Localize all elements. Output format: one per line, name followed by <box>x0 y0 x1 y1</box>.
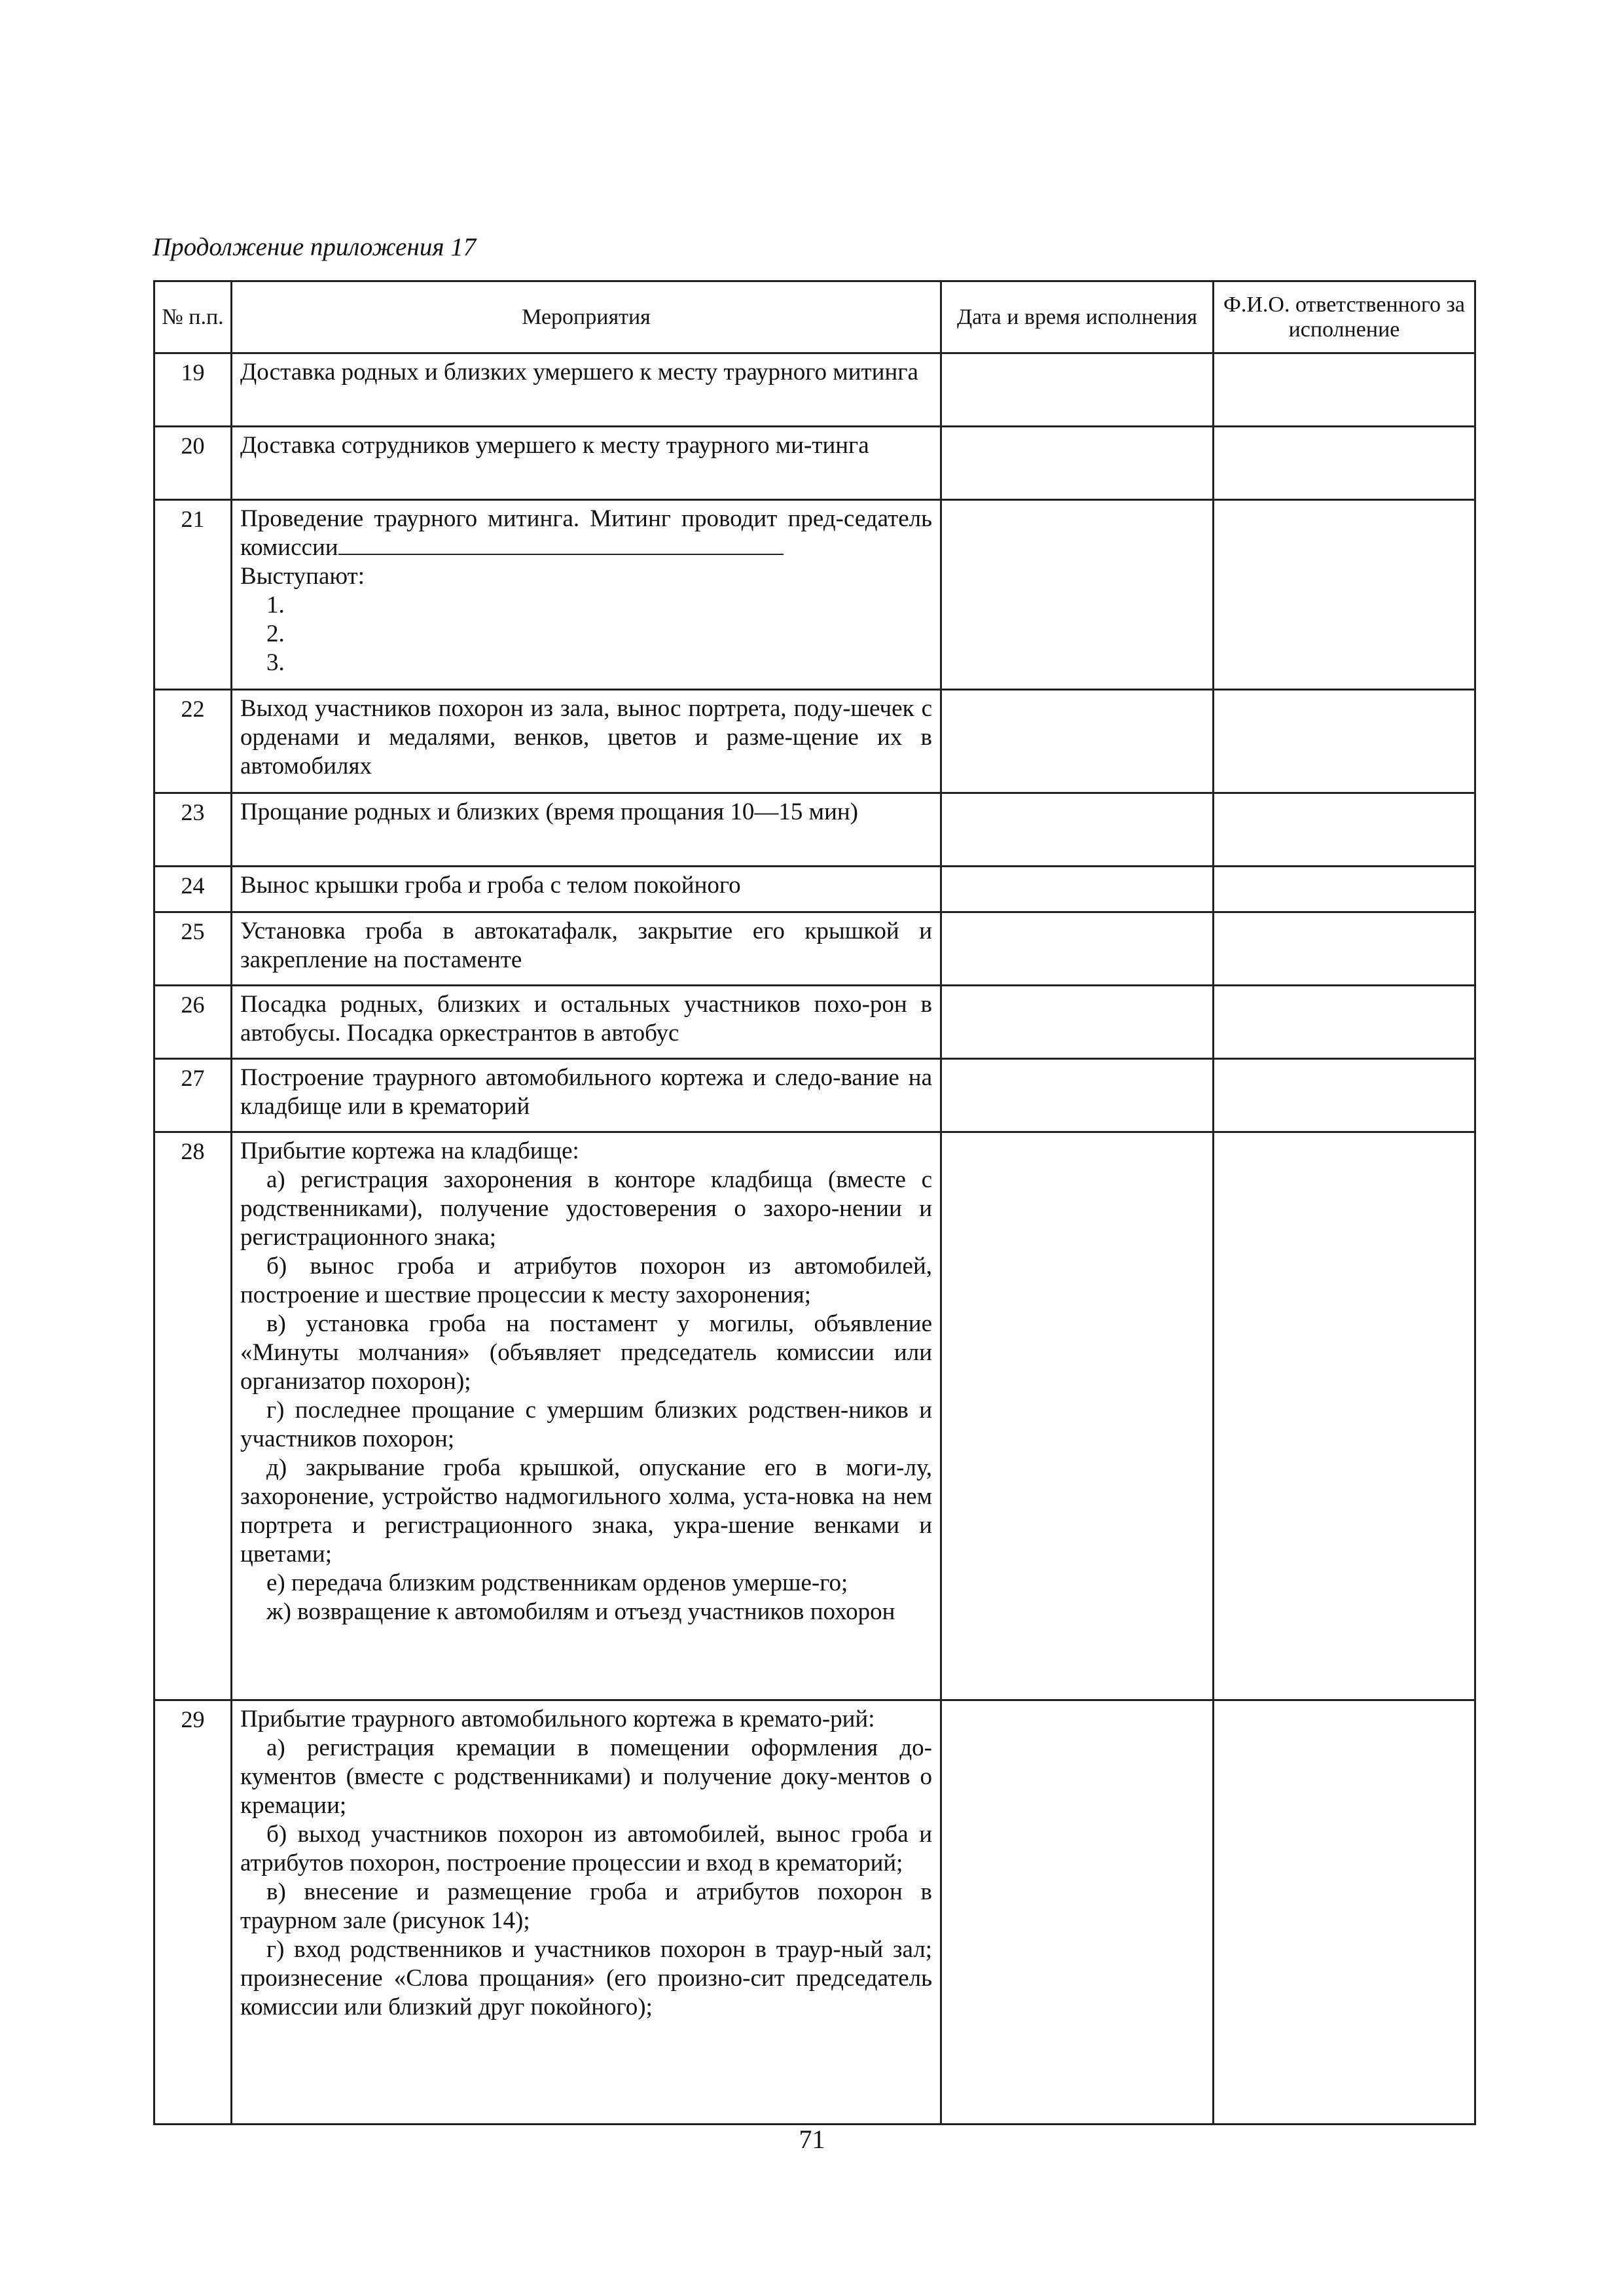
row-num: 29 <box>154 1700 232 2125</box>
row-datetime-cell <box>941 427 1214 500</box>
activity-subitem: б) выход участников похорон из автомобилей, вынос гроба и атрибутов похорон, построение процессии и вход в крематорий; <box>240 1821 932 1876</box>
page-number: 71 <box>799 2125 825 2154</box>
row-responsible-cell <box>1214 1132 1475 1700</box>
activity-subitem: г) вход родственников и участников похорон в траур-ный зал; произнесение «Слова прощания» (его произно-сит председатель комиссии или близкий друг покойного); <box>240 1936 932 2020</box>
row-activity: Доставка родных и близких умершего к месту траурного митинга <box>232 353 941 427</box>
row-responsible-cell <box>1214 1700 1475 2125</box>
row-datetime-cell <box>941 1700 1214 2125</box>
activity-subitem: д) закрывание гроба крышкой, опускание его в моги-лу, захоронение, устройство надмогильного холма, уста-новка на нем портрета и регистрационного знака, укра-шение венками и цветами; <box>240 1454 932 1568</box>
table-row <box>154 1059 1475 1132</box>
row-responsible-cell <box>1214 912 1475 986</box>
table-row <box>154 427 1475 500</box>
row-datetime-cell <box>941 1132 1214 1700</box>
table-row <box>154 1132 1475 1700</box>
activity-subitem: б) вынос гроба и атрибутов похорон из автомобилей, построение и шествие процессии к месту захоронения; <box>240 1253 932 1308</box>
row-responsible-cell <box>1214 427 1475 500</box>
row-responsible-cell <box>1214 1059 1475 1132</box>
row-activity <box>232 1700 941 2125</box>
speaker-item: 2. <box>266 620 285 647</box>
row-num: 25 <box>154 912 232 986</box>
row-num: 20 <box>154 427 232 500</box>
row-responsible-cell <box>1214 690 1475 793</box>
table-row <box>154 867 1475 912</box>
activity-subitem: е) передача близким родственникам орденов умерше-го; <box>266 1570 848 1596</box>
header-responsible: Ф.И.О. ответственного за исполнение <box>1214 281 1475 353</box>
row-responsible-cell <box>1214 353 1475 427</box>
row-responsible-cell <box>1214 867 1475 912</box>
row-activity-text: Прибытие кортежа на кладбище: <box>240 1138 579 1164</box>
row-activity: Построение траурного автомобильного кортежа и следо-вание на кладбище или в крематорий <box>232 1059 941 1132</box>
row-activity: Выход участников похорон из зала, вынос портрета, поду-шечек с орденами и медалями, венков, цветов и разме-щение их в автомобилях <box>232 690 941 793</box>
row-datetime-cell <box>941 353 1214 427</box>
row-datetime-cell <box>941 690 1214 793</box>
row-datetime-cell <box>941 793 1214 867</box>
row-responsible-cell <box>1214 986 1475 1059</box>
row-datetime-cell <box>941 912 1214 986</box>
table-header-row <box>154 281 1475 353</box>
row-num: 21 <box>154 500 232 690</box>
row-activity: Вынос крышки гроба и гроба с телом покойного <box>232 867 941 912</box>
activity-subitem: в) установка гроба на постамент у могилы, объявление «Минуты молчания» (объявляет председатель комиссии или организатор похорон); <box>240 1310 932 1395</box>
row-activity-text: Прибытие траурного автомобильного кортежа в кремато-рий: <box>240 1706 875 1732</box>
row-num: 27 <box>154 1059 232 1132</box>
row-activity: Посадка родных, близких и остальных участников похо-рон в автобусы. Посадка оркестрантов в автобус <box>232 986 941 1059</box>
row-activity-text: Проведение траурного митинга. Митинг проводит пред-седатель комиссии <box>240 505 932 561</box>
row-num: 26 <box>154 986 232 1059</box>
activities-table <box>153 280 1476 2125</box>
activity-subitem: ж) возвращение к автомобилям и отъезд участников похорон <box>266 1598 895 1625</box>
header-datetime: Дата и время исполнения <box>941 281 1214 353</box>
row-num: 28 <box>154 1132 232 1700</box>
speaker-item: 3. <box>266 649 285 676</box>
row-activity: Установка гроба в автокатафалк, закрытие его крышкой и закрепление на постаменте <box>232 912 941 986</box>
row-activity: Доставка сотрудников умершего к месту траурного ми-тинга <box>232 427 941 500</box>
activity-subitem: в) внесение и размещение гроба и атрибутов похорон в траурном зале (рисунок 14); <box>240 1878 932 1934</box>
row-activity <box>232 500 941 690</box>
row-datetime-cell <box>941 1059 1214 1132</box>
row-datetime-cell <box>941 867 1214 912</box>
row-num: 24 <box>154 867 232 912</box>
row-responsible-cell <box>1214 793 1475 867</box>
table-row <box>154 1700 1475 2125</box>
signature-blank-line <box>338 534 784 555</box>
table-row <box>154 912 1475 986</box>
row-responsible-cell <box>1214 500 1475 690</box>
table-row <box>154 793 1475 867</box>
speakers-label: Выступают: <box>240 563 365 590</box>
header-activity: Мероприятия <box>232 281 941 353</box>
row-num: 19 <box>154 353 232 427</box>
row-num: 23 <box>154 793 232 867</box>
table-row <box>154 986 1475 1059</box>
speaker-item: 1. <box>266 592 285 619</box>
row-activity <box>232 1132 941 1700</box>
table-row <box>154 353 1475 427</box>
table-row <box>154 500 1475 690</box>
header-num: № п.п. <box>154 281 232 353</box>
row-num: 22 <box>154 690 232 793</box>
caption: Продолжение приложения 17 <box>153 233 477 261</box>
activity-subitem: а) регистрация захоронения в конторе кладбища (вместе с родственниками), получение удостоверения о захоро-нении и регистрационного знака; <box>240 1166 932 1251</box>
row-activity: Прощание родных и близких (время прощания 10—15 мин) <box>232 793 941 867</box>
table-row <box>154 690 1475 793</box>
row-datetime-cell <box>941 986 1214 1059</box>
row-datetime-cell <box>941 500 1214 690</box>
activity-subitem: г) последнее прощание с умершим близких родствен-ников и участников похорон; <box>240 1397 932 1452</box>
activity-subitem: а) регистрация кремации в помещении оформления до-кументов (вместе с родственниками) и получение доку-ментов о кремации; <box>240 1734 932 1819</box>
